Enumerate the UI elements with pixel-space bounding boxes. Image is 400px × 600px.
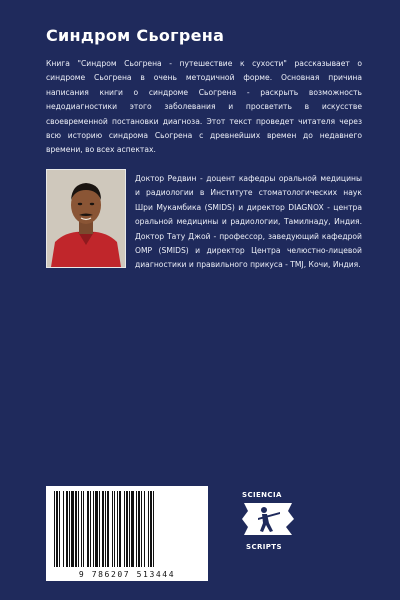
barcode-bar bbox=[114, 491, 115, 567]
barcode-bar bbox=[119, 491, 121, 567]
barcode-bar bbox=[59, 491, 60, 567]
barcode-bar bbox=[54, 491, 55, 567]
barcode-bar bbox=[148, 491, 149, 567]
barcode-bar bbox=[56, 491, 58, 567]
barcode-bar bbox=[141, 491, 142, 567]
barcode-bar bbox=[105, 491, 106, 567]
barcode-bar bbox=[102, 491, 104, 567]
author-bio: Доктор Редвин - доцент кафедры оральной медицины и радиологии в Институте стоматологических наук Шри Мукамбика (SMIDS) и директор DIAGNOX - центра оральной медицины и радиологии, Тамилнаду, Индия. Доктор Тату Джой - профессор, заведующий кафедрой ОМР (SMIDS) и директор Центра челюстно-лицевой диагностики и правильного прикуса - TMJ, Кочи, Индия. bbox=[135, 174, 362, 270]
publisher-logo-bottom: SCRIPTS bbox=[246, 543, 282, 551]
barcode-bar bbox=[90, 491, 91, 567]
barcode-bar bbox=[83, 491, 84, 567]
barcode-bar bbox=[131, 491, 134, 567]
author-photo bbox=[46, 169, 126, 268]
barcode-bar bbox=[107, 491, 109, 567]
book-description: Книга "Синдром Сьогрена - путешествие к сухости" рассказывает о синдроме Сьогрена в очень методичной форме. Основная причина написания книги о синдроме Сьогрена - раскрыть возможность недодиагностики этого заболевания и просветить в искусстве своевременной постановки диагноза. Этот текст проведет читателя через всю историю синдрома Сьогрена с древнейших времен до недавнего времени, во всех аспектах. bbox=[46, 59, 362, 155]
book-title: Синдром Сьогрена bbox=[46, 26, 225, 45]
barcode-bar bbox=[112, 491, 113, 567]
barcode-bar bbox=[144, 491, 145, 567]
barcode-bar bbox=[124, 491, 125, 567]
barcode-bar bbox=[150, 491, 152, 567]
barcode-bar bbox=[153, 491, 154, 567]
barcode-bar bbox=[129, 491, 130, 567]
publisher-logo bbox=[236, 491, 300, 553]
barcode-bar bbox=[99, 491, 100, 567]
barcode-bar bbox=[136, 491, 137, 567]
barcode-bars bbox=[52, 491, 202, 567]
barcode-bar bbox=[138, 491, 140, 567]
barcode-bar bbox=[69, 491, 70, 567]
barcode-bar bbox=[126, 491, 128, 567]
author-portrait-image bbox=[47, 170, 125, 267]
barcode-bar bbox=[71, 491, 74, 567]
barcode-bar bbox=[75, 491, 77, 567]
isbn-barcode bbox=[46, 486, 208, 581]
barcode-bar bbox=[117, 491, 118, 567]
isbn-number: 9 786207 513444 bbox=[78, 570, 176, 579]
barcode-bar bbox=[63, 491, 64, 567]
barcode-bar bbox=[93, 491, 94, 567]
barcode-bar bbox=[66, 491, 68, 567]
barcode-bar bbox=[87, 491, 89, 567]
barcode-bar bbox=[78, 491, 79, 567]
barcode-bar bbox=[81, 491, 82, 567]
publisher-logo-top: SCIENCIA bbox=[242, 491, 282, 499]
barcode-bar bbox=[95, 491, 98, 567]
